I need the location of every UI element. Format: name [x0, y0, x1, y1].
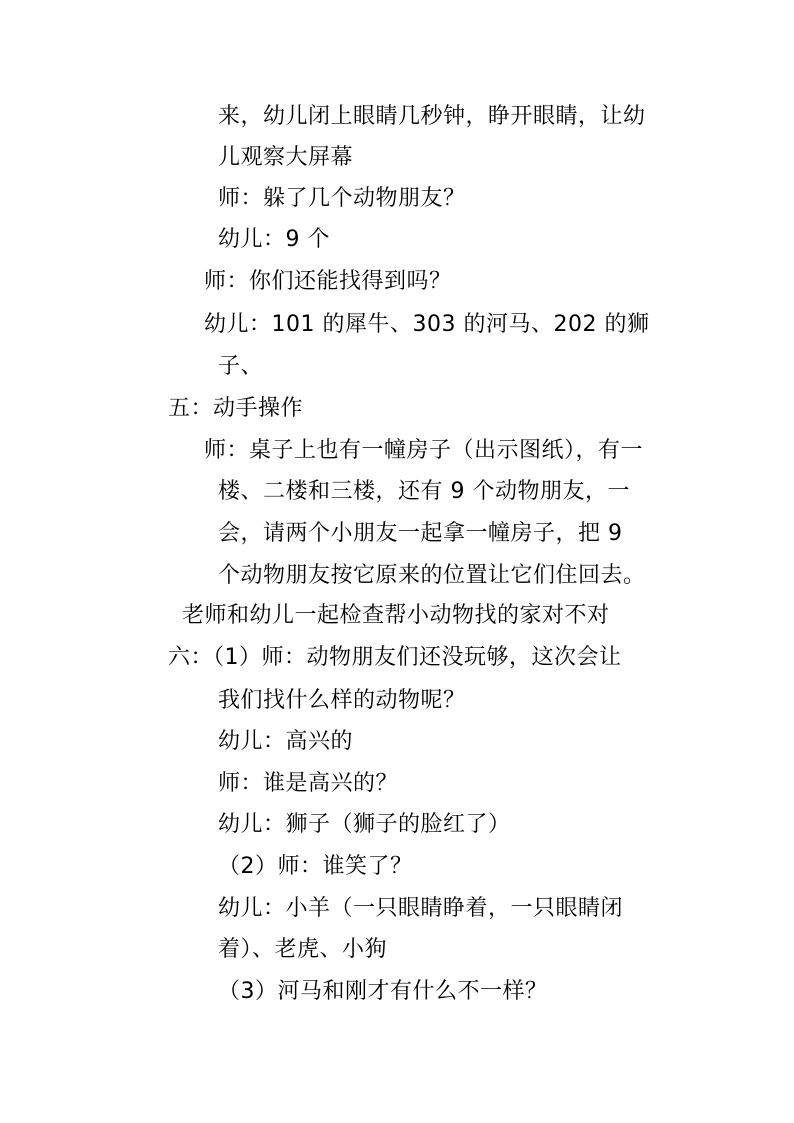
text-line: 来，幼儿闭上眼睛几秒钟，睁开眼睛，让幼 [218, 104, 646, 129]
text-line: 幼儿：9 个 [218, 227, 330, 252]
text-line: 着）、老虎、小狗 [218, 937, 388, 962]
text-line: 幼儿：101 的犀牛、303 的河马、202 的狮 [204, 312, 650, 337]
section-heading: 五：动手操作 [168, 396, 304, 421]
text-line: 师：谁是高兴的？ [218, 771, 399, 796]
text-line: （2）师：谁笑了？ [218, 854, 413, 879]
text-line: 我们找什么样的动物呢？ [218, 688, 466, 713]
text-line: 楼、二楼和三楼，还有 9 个动物朋友，一 [218, 479, 630, 504]
text-line: 师：你们还能找得到吗？ [204, 269, 452, 294]
text-line: 幼儿：小羊（一只眼睛睁着，一只眼睛闭 [218, 896, 624, 921]
text-line: 子、 [218, 354, 264, 379]
text-line: 师：桌子上也有一幢房子（出示图纸），有一 [204, 438, 644, 463]
section-heading: 六：（1）师：动物朋友们还没玩够，这次会让 [168, 645, 622, 670]
text-line: 个动物朋友按它原来的位置让它们住回去。 [218, 563, 646, 588]
text-line: 会，请两个小朋友一起拿一幢房子，把 9 [218, 521, 623, 546]
text-line: 老师和幼儿一起检查帮小动物找的家对不对 [182, 603, 610, 628]
text-line: 幼儿：狮子（狮子的脸红了） [218, 812, 511, 837]
text-line: （3）河马和刚才有什么不一样？ [218, 979, 548, 1004]
text-line: 师：躲了几个动物朋友？ [218, 186, 466, 211]
text-line: 儿观察大屏幕 [218, 145, 354, 170]
text-line: 幼儿：高兴的 [218, 729, 354, 754]
